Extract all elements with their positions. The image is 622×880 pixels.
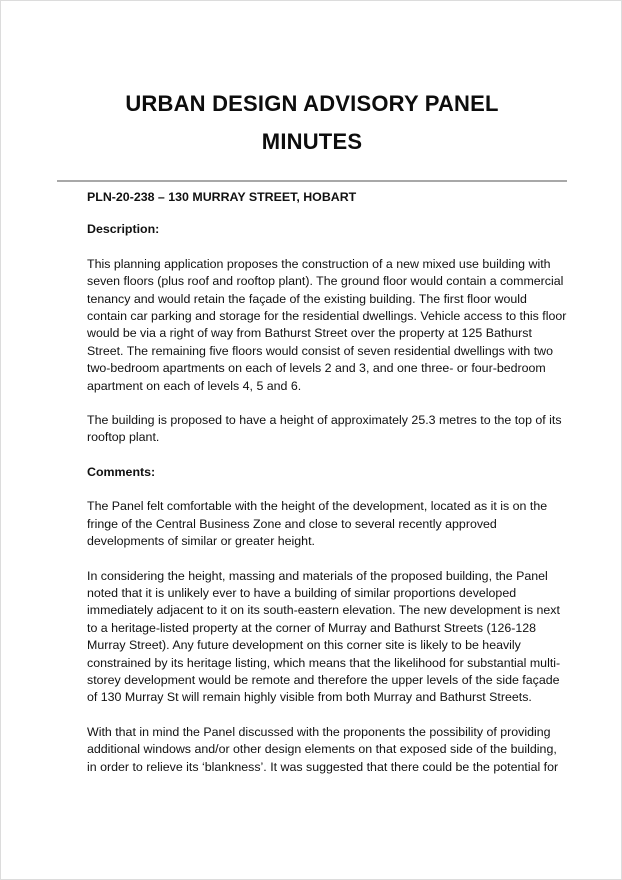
document-body [87, 189, 569, 793]
title-divider [57, 180, 567, 182]
document-title-line-2: MINUTES [261, 129, 363, 154]
description-heading: Description: [87, 222, 160, 237]
comments-heading: Comments: [87, 464, 156, 479]
document-title-line-1: URBAN DESIGN ADVISORY PANEL [125, 91, 499, 116]
comments-paragraph-2: In considering the height, massing and materials of the proposed building, the Panel noted that it is unlikely ever to have a building of similar proportions developed immediately adjacent to it on its south-eastern elevation. The new development is next to a heritage-listed property at the corner of Murray and Bathurst Streets (126-128 Murray Street). Any future development on this corner site is likely to be heavily constrained by its heritage listing, which means that the likelihood for substantial multi-storey development would be remote and therefore the upper levels of the side façade of 130 Murray St will remain highly visible from both Murray and Bathurst Streets. [87, 568, 561, 705]
description-paragraph-2: The building is proposed to have a height of approximately 25.3 metres to the top of its rooftop plant. [87, 413, 562, 445]
application-reference: PLN-20-238 – 130 MURRAY STREET, HOBART [87, 190, 357, 204]
description-paragraph-1: This planning application proposes the construction of a new mixed use building with seven floors (plus roof and rooftop plant). The ground floor would contain a commercial tenancy and would retain the façade of the existing building. The first floor would contain car parking and storage for the residential dwellings. Vehicle access to this floor would be via a right of way from Bathurst Street over the property at 125 Bathurst Street. The remaining five floors would consist of seven residential dwellings with two two-bedroom apartments on each of levels 2 and 3, and one three- or four-bedroom apartment on each of levels 4, 5 and 6. [87, 256, 567, 393]
comments-paragraph-3: With that in mind the Panel discussed with the proponents the possibility of providing additional windows and/or other design elements on that exposed side of the building, in order to relieve its ‘blankness’. It was suggested that there could be the potential for [87, 724, 559, 774]
comments-paragraph-1: The Panel felt comfortable with the height of the development, located as it is on the fringe of the Central Business Zone and close to several recently approved developments of similar or greater height. [87, 499, 548, 549]
